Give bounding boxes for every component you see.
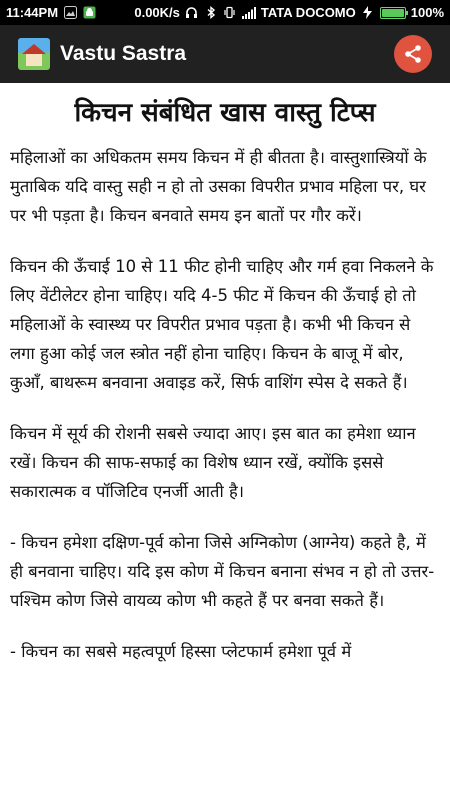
status-bar bbox=[0, 0, 450, 25]
battery-fill bbox=[382, 9, 404, 17]
share-button[interactable] bbox=[394, 35, 432, 73]
status-battery-percent: 100% bbox=[410, 5, 444, 20]
android-icon bbox=[82, 6, 96, 20]
signal-icon bbox=[242, 6, 256, 20]
article-paragraph: - किचन हमेशा दक्षिण-पूर्व कोना जिसे अग्निकोण (आग्नेय) कहते है, में ही बनवाना चाहिए। यदि इस कोण में किचन बनाना संभव न हो तो उत्तर-पश्चिम कोण जिसे वायव्य कोण भी कहते हैं पर बनवा सकते हैं। bbox=[10, 533, 435, 610]
headphones-icon bbox=[185, 6, 199, 20]
article-paragraph: किचन की ऊँचाई 10 से 11 फीट होनी चाहिए और गर्म हवा निकलने के लिए वेंटीलेटर होना चाहिए। यदि 4-5 फीट में किचन की ऊँचाई हो तो महिलाओं के स्वास्थ्य पर विपरीत प्रभाव पड़ता है। कभी भी किचन से लगा हुआ कोई जल स्त्रोत नहीं होना चाहिए। किचन के बाजू में बोर, कुआँ, बाथरूम बनवाना अवाइड करें, सिर्फ वाशिंग स्पेस दे सकते हैं। bbox=[10, 257, 434, 392]
status-right bbox=[134, 5, 444, 20]
charging-icon bbox=[361, 6, 375, 20]
gallery-icon bbox=[63, 6, 77, 20]
article-title: किचन संबंधित खास वास्तु टिप्स bbox=[74, 98, 376, 128]
battery-icon bbox=[380, 7, 406, 19]
vibrate-icon bbox=[223, 6, 237, 20]
article-paragraph: - किचन का सबसे महत्वपूर्ण हिस्सा प्लेटफार्म हमेशा पूर्व में bbox=[10, 642, 352, 661]
article-paragraph: महिलाओं का अधिकतम समय किचन में ही बीतता है। वास्तुशास्त्रियों के मुताबिक यदि वास्तु सही न हो तो उसका विपरीत प्रभाव महिला पर, घर पर भी पड़ता है। किचन बनवाते समय इन बातों पर गौर करें। bbox=[10, 148, 427, 225]
article-paragraph: किचन में सूर्य की रोशनी सबसे ज्यादा आए। इस बात का हमेशा ध्यान रखें। किचन की साफ-सफाई का विशेष ध्यान रखें, क्योंकि इससे सकारात्मक व पॉजिटिव एनर्जी आती है। bbox=[10, 424, 416, 501]
app-bar bbox=[0, 25, 450, 83]
article-content[interactable] bbox=[0, 83, 450, 800]
status-net-speed: 0.00K/s bbox=[134, 5, 180, 20]
bluetooth-icon bbox=[204, 6, 218, 20]
share-icon bbox=[403, 44, 423, 64]
status-carrier: TATA DOCOMO bbox=[260, 5, 356, 20]
app-title: Vastu Sastra bbox=[60, 42, 187, 65]
app-logo-icon bbox=[18, 38, 50, 70]
status-left bbox=[6, 5, 96, 20]
status-time: 11:44PM bbox=[6, 5, 59, 20]
